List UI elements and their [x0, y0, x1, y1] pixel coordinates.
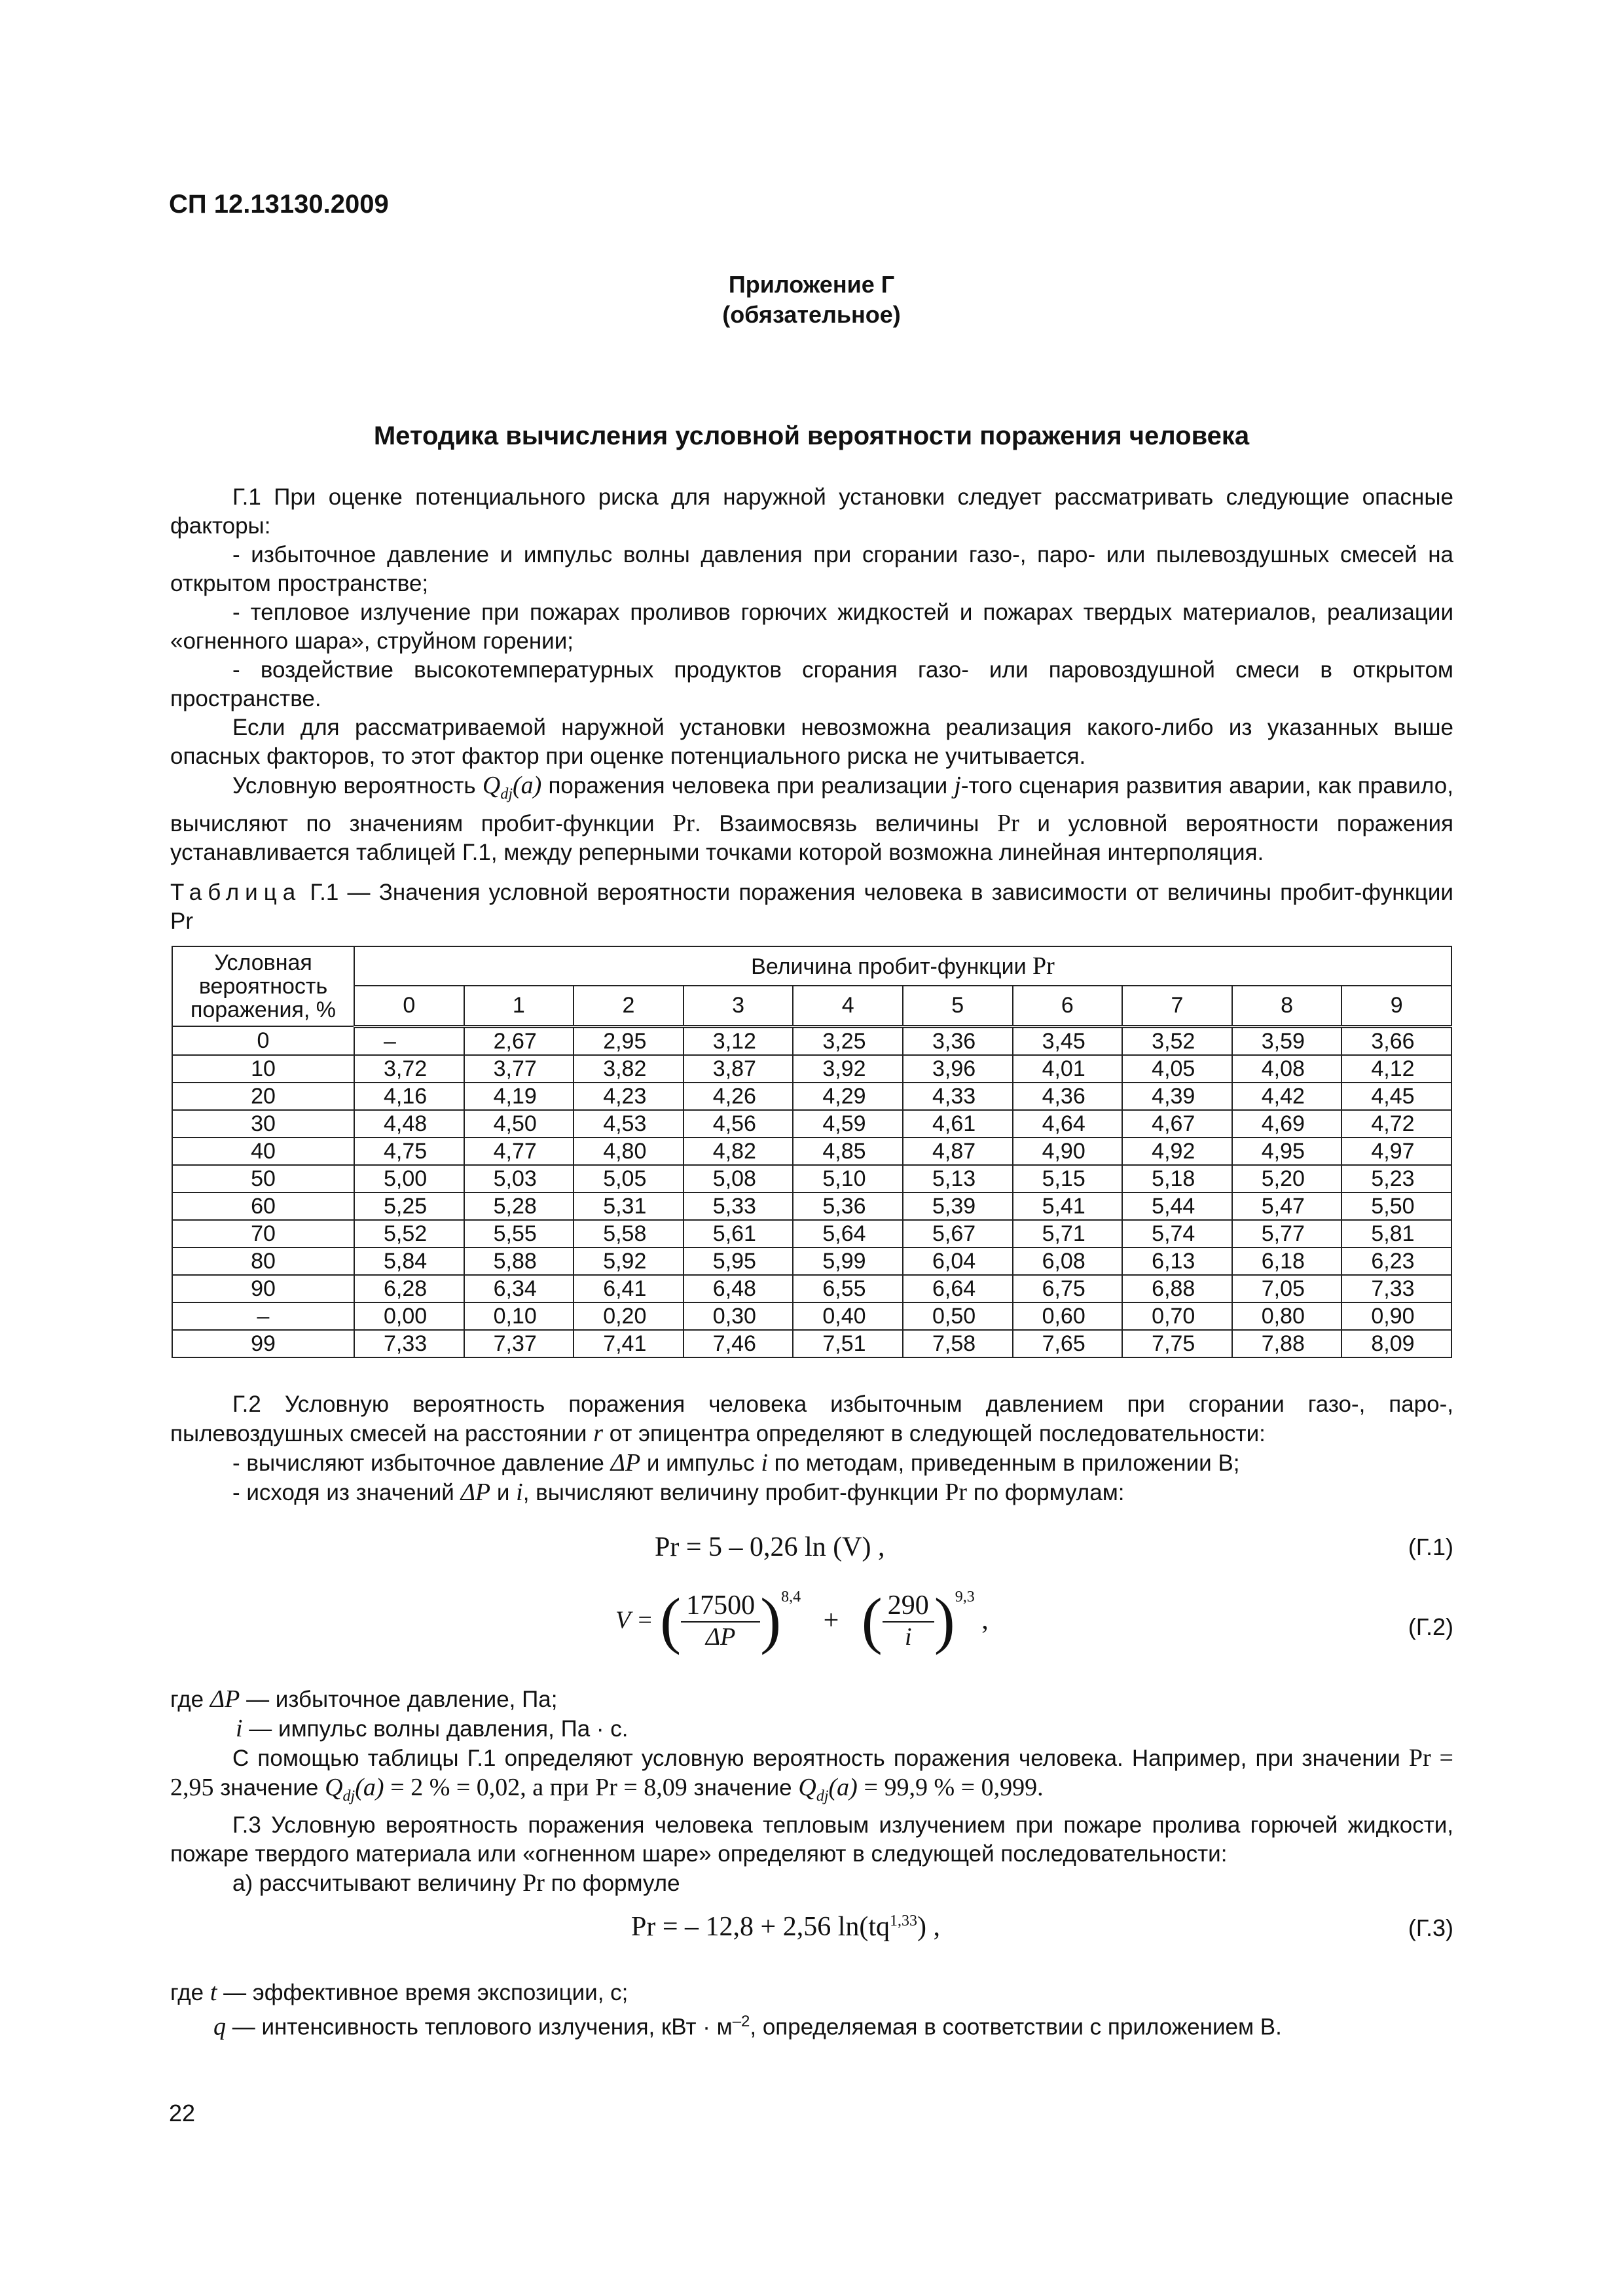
probit-value-cell: 5,99 [793, 1247, 903, 1275]
probit-value-cell: 4,12 [1341, 1055, 1451, 1083]
probit-value-cell: 5,74 [1122, 1220, 1232, 1247]
table-row [172, 1247, 1451, 1275]
probit-value-cell: 4,85 [793, 1138, 903, 1165]
table-caption [170, 878, 1453, 936]
document-id: СП 12.13130.2009 [169, 190, 389, 219]
probit-value-cell: 5,67 [903, 1220, 1013, 1247]
column-header: 5 [903, 986, 1013, 1026]
appendix-title: Приложение Г [728, 271, 895, 298]
probit-value-cell: 4,08 [1232, 1055, 1342, 1083]
where-dp: где ΔP — избыточное давление, Па; [170, 1685, 558, 1713]
column-header: 0 [354, 986, 464, 1026]
probit-value-cell: 7,05 [1232, 1275, 1342, 1302]
probit-value-cell: 3,92 [793, 1055, 903, 1083]
probit-value-cell: 6,18 [1232, 1247, 1342, 1275]
g2-bullet-2: - исходя из значений ΔP и i, вычисляют величину пробит-функции Pr по формулам: [232, 1479, 1125, 1506]
probit-value-cell: 7,88 [1232, 1330, 1342, 1357]
table-row [172, 1110, 1451, 1138]
probit-value-cell: 4,82 [684, 1138, 793, 1165]
probit-value-cell: 5,58 [574, 1220, 684, 1247]
probit-value-cell: 5,10 [793, 1165, 903, 1193]
where-q: q — интенсивность теплового излучения, кВт · $м^{-2}$, определяемая в соответствии с приложением В. [213, 2013, 1282, 2041]
probit-table [172, 946, 1452, 1358]
probit-value-cell: 6,64 [903, 1275, 1013, 1302]
probit-value-cell: 0,90 [1341, 1302, 1451, 1330]
probit-value-cell: 6,28 [354, 1275, 464, 1302]
column-header: 3 [684, 986, 793, 1026]
probability-cell: 50 [172, 1165, 354, 1193]
probit-value-cell: 3,52 [1122, 1026, 1232, 1055]
probability-cell: 80 [172, 1247, 354, 1275]
where-i: i — импульс волны давления, Па · с. [236, 1715, 629, 1742]
probit-value-cell: 3,59 [1232, 1026, 1342, 1055]
probit-value-cell: 5,77 [1232, 1220, 1342, 1247]
probit-value-cell: 3,36 [903, 1026, 1013, 1055]
probit-value-cell: 4,23 [574, 1083, 684, 1110]
probit-value-cell: 6,55 [793, 1275, 903, 1302]
probit-value-cell: 5,20 [1232, 1165, 1342, 1193]
probit-value-cell: 5,03 [464, 1165, 574, 1193]
probit-value-cell: 3,25 [793, 1026, 903, 1055]
probit-value-cell: 7,75 [1122, 1330, 1232, 1357]
probability-cell: 40 [172, 1138, 354, 1165]
probit-value-cell: 0,50 [903, 1302, 1013, 1330]
probit-value-cell: 4,53 [574, 1110, 684, 1138]
probit-value-cell: 5,39 [903, 1193, 1013, 1220]
probit-value-cell: 3,77 [464, 1055, 574, 1083]
probit-value-cell: 0,70 [1122, 1302, 1232, 1330]
appendix-heading [0, 270, 1623, 330]
example-paragraph: С помощью таблицы Г.1 определяют условную вероятность поражения человека. Например, при значении Pr = 2,95 значение $Q_{dj}(a) = 2$ % = 0,02, а при Pr = 8,09 значение $Q_{dj}(a) = 99,9$ % = 0,999. [170, 1744, 1453, 1805]
probit-value-cell: 4,01 [1013, 1055, 1123, 1083]
page-number: 22 [169, 2100, 196, 2126]
g1-probability-paragraph: Условную вероятность $Q_{dj}(a)$ поражения человека при реализации j-того сценария развития аварии, как правило, вычисляют по значениям пробит-функции Pr. Взаимосвязь величины Pr и условной вероятности поражения устанавливается таблицей Г.1, между реперными точками которой возможна линейная интерполяция. [170, 772, 1453, 865]
probit-value-cell: 7,46 [684, 1330, 793, 1357]
where-block-1 [170, 1685, 1453, 1898]
formula-g1-number: (Г.1) [1408, 1534, 1453, 1560]
probit-value-cell: 7,51 [793, 1330, 903, 1357]
probability-cell: – [172, 1302, 354, 1330]
probit-value-cell: 6,23 [1341, 1247, 1451, 1275]
probit-value-cell: 4,92 [1122, 1138, 1232, 1165]
probit-value-cell: 7,41 [574, 1330, 684, 1357]
probit-value-cell: 6,48 [684, 1275, 793, 1302]
probit-value-cell: 6,41 [574, 1275, 684, 1302]
probability-cell: 60 [172, 1193, 354, 1220]
probit-value-cell: 4,95 [1232, 1138, 1342, 1165]
table-row [172, 1302, 1451, 1330]
probit-value-cell: 2,95 [574, 1026, 684, 1055]
probit-value-cell: 5,33 [684, 1193, 793, 1220]
column-header-row [172, 986, 1451, 1026]
g1-factor-3: - воздействие высокотемпературных продуктов сгорания газо- или паровоздушной смеси в открытом пространстве. [170, 657, 1453, 711]
probit-value-cell: 0,30 [684, 1302, 793, 1330]
table-caption-word: Таблица [170, 880, 302, 905]
probit-value-cell: 5,84 [354, 1247, 464, 1275]
probit-value-cell: 7,33 [354, 1330, 464, 1357]
probability-cell: 90 [172, 1275, 354, 1302]
probit-value-cell: 5,25 [354, 1193, 464, 1220]
column-header: 7 [1122, 986, 1232, 1026]
probit-value-cell: 5,44 [1122, 1193, 1232, 1220]
probability-cell: 20 [172, 1083, 354, 1110]
probit-value-cell: 5,95 [684, 1247, 793, 1275]
probit-value-cell: 4,36 [1013, 1083, 1123, 1110]
probit-value-cell: 5,15 [1013, 1165, 1123, 1193]
where-block-2 [170, 1978, 1453, 2042]
g3-step-a: а) рассчитывают величину Pr по формуле [232, 1869, 680, 1897]
probit-value-cell: 5,92 [574, 1247, 684, 1275]
probability-cell: 99 [172, 1330, 354, 1357]
probit-value-cell: 0,00 [354, 1302, 464, 1330]
column-header: 2 [574, 986, 684, 1026]
probit-value-cell: 5,13 [903, 1165, 1013, 1193]
probit-value-cell: 5,64 [793, 1220, 903, 1247]
formula-g2-number: (Г.2) [1408, 1613, 1453, 1640]
probit-value-cell: 5,36 [793, 1193, 903, 1220]
g1-factor-2: - тепловое излучение при пожарах проливов горючих жидкостей и пожарах твердых материалов, реализации «огненного шара», струйном горении; [170, 600, 1453, 654]
probit-value-cell: 0,20 [574, 1302, 684, 1330]
g1-intro: Г.1 При оценке потенциального риска для наружной установки следует рассматривать следующие опасные факторы: [170, 484, 1453, 539]
probit-value-cell: 5,05 [574, 1165, 684, 1193]
probit-value-cell: 4,42 [1232, 1083, 1342, 1110]
table-row [172, 1220, 1451, 1247]
probit-value-cell: 4,45 [1341, 1083, 1451, 1110]
table-row [172, 1055, 1451, 1083]
probit-value-cell: 6,34 [464, 1275, 574, 1302]
probit-value-cell: 4,77 [464, 1138, 574, 1165]
probit-value-cell: 4,50 [464, 1110, 574, 1138]
probit-value-cell: 4,67 [1122, 1110, 1232, 1138]
probit-value-cell: 5,31 [574, 1193, 684, 1220]
column-header: 9 [1341, 986, 1451, 1026]
probit-value-cell: 3,72 [354, 1055, 464, 1083]
probit-value-cell: 3,12 [684, 1026, 793, 1055]
probit-value-cell: 7,33 [1341, 1275, 1451, 1302]
g2-bullet-1: - вычисляют избыточное давление ΔP и импульс i по методам, приведенным в приложении В; [232, 1449, 1240, 1477]
probit-value-cell: 4,75 [354, 1138, 464, 1165]
probit-value-cell: 5,81 [1341, 1220, 1451, 1247]
probit-value-cell: 7,37 [464, 1330, 574, 1357]
probit-value-cell: 4,26 [684, 1083, 793, 1110]
probit-value-cell: 4,29 [793, 1083, 903, 1110]
probit-value-cell: 6,88 [1122, 1275, 1232, 1302]
g1-note: Если для рассматриваемой наружной установки невозможна реализация какого-либо из указанных выше опасных факторов, то этот фактор при оценке потенциального риска не учитывается. [170, 715, 1453, 769]
table-body [172, 1026, 1451, 1357]
probit-value-cell: 5,61 [684, 1220, 793, 1247]
probit-value-cell: 5,50 [1341, 1193, 1451, 1220]
probit-value-cell: 4,61 [903, 1110, 1013, 1138]
probit-value-cell: 5,88 [464, 1247, 574, 1275]
probit-value-cell: 5,52 [354, 1220, 464, 1247]
probit-value-cell: 6,13 [1122, 1247, 1232, 1275]
group-header-cell: Величина пробит-функции Pr [354, 946, 1451, 986]
section-title: Методика вычисления условной вероятности поражения человека [373, 422, 1250, 450]
probit-value-cell: 4,56 [684, 1110, 793, 1138]
g1-factor-1: - избыточное давление и импульс волны давления при сгорании газо-, паро- или пылевоздушных смесей на открытом пространстве; [170, 542, 1453, 596]
probit-value-cell: 2,67 [464, 1026, 574, 1055]
probit-value-cell: 4,48 [354, 1110, 464, 1138]
probit-value-cell: 5,71 [1013, 1220, 1123, 1247]
column-header: 1 [464, 986, 574, 1026]
probit-value-cell: 4,59 [793, 1110, 903, 1138]
probit-value-cell: 7,65 [1013, 1330, 1123, 1357]
g1-section [170, 483, 1453, 867]
probit-value-cell: 8,09 [1341, 1330, 1451, 1357]
probit-value-cell: 7,58 [903, 1330, 1013, 1357]
table-row [172, 1026, 1451, 1055]
column-header: 6 [1013, 986, 1123, 1026]
row-header-cell: Условная вероятность поражения, % [172, 946, 354, 1026]
probit-value-cell: 0,60 [1013, 1302, 1123, 1330]
probit-value-cell: 0,80 [1232, 1302, 1342, 1330]
probit-value-cell: 4,33 [903, 1083, 1013, 1110]
probit-value-cell: 4,80 [574, 1138, 684, 1165]
probit-value-cell: 5,18 [1122, 1165, 1232, 1193]
table-caption-text: Г.1 — Значения условной вероятности поражения человека в зависимости от величины пробит-функции Pr [170, 880, 1453, 934]
probit-value-cell: 6,04 [903, 1247, 1013, 1275]
probit-value-cell: 5,47 [1232, 1193, 1342, 1220]
probit-value-cell: 6,08 [1013, 1247, 1123, 1275]
probit-value-cell: 4,39 [1122, 1083, 1232, 1110]
where-t: где t — эффективное время экспозиции, с; [170, 1979, 629, 2006]
probability-cell: 70 [172, 1220, 354, 1247]
g3-intro: Г.3 Условную вероятность поражения человека тепловым излучением при пожаре пролива горючей жидкости, пожаре твердого материала или «огненном шаре» определяют в следующей последовательности: [170, 1812, 1453, 1867]
probit-value-cell: 6,75 [1013, 1275, 1123, 1302]
table-row [172, 1193, 1451, 1220]
column-header: 4 [793, 986, 903, 1026]
probit-value-cell: 4,19 [464, 1083, 574, 1110]
probit-value-cell: 0,40 [793, 1302, 903, 1330]
probit-value-cell: 4,87 [903, 1138, 1013, 1165]
table-row [172, 1083, 1451, 1110]
probit-value-cell: 3,82 [574, 1055, 684, 1083]
probit-value-cell: 5,00 [354, 1165, 464, 1193]
formula-g2: V = ( $\frac{17500}{\Delta P}$ )$^{8,4}$ + ( $\frac{290}{i}$ )$^{9,3}$ , [615, 1585, 989, 1655]
probit-value-cell: 3,45 [1013, 1026, 1123, 1055]
probit-value-cell: 4,05 [1122, 1055, 1232, 1083]
probability-cell: 0 [172, 1026, 354, 1055]
probit-value-cell: 3,96 [903, 1055, 1013, 1083]
table-row [172, 1165, 1451, 1193]
probit-value-cell: 5,55 [464, 1220, 574, 1247]
probability-cell: 10 [172, 1055, 354, 1083]
probit-value-cell: 4,90 [1013, 1138, 1123, 1165]
table-row [172, 1138, 1451, 1165]
probit-value-cell: – [354, 1026, 464, 1055]
probit-value-cell: 4,72 [1341, 1110, 1451, 1138]
table-row [172, 1330, 1451, 1357]
probit-value-cell: 4,69 [1232, 1110, 1342, 1138]
table-row [172, 1275, 1451, 1302]
g2-intro: Г.2 Условную вероятность поражения человека избыточным давлением при сгорании газо-, паро-, пылевоздушных смесей на расстоянии r от эпицентра определяют в следующей последовательности: [170, 1391, 1453, 1447]
probit-value-cell: 5,23 [1341, 1165, 1451, 1193]
formula-g3-number: (Г.3) [1408, 1914, 1453, 1941]
probit-value-cell: 4,97 [1341, 1138, 1451, 1165]
probit-value-cell: 3,66 [1341, 1026, 1451, 1055]
g2-section [170, 1390, 1453, 1507]
probit-value-cell: 4,64 [1013, 1110, 1123, 1138]
probit-value-cell: 5,41 [1013, 1193, 1123, 1220]
probit-value-cell: 0,10 [464, 1302, 574, 1330]
probit-value-cell: 5,28 [464, 1193, 574, 1220]
probit-value-cell: 5,08 [684, 1165, 793, 1193]
appendix-status: (обязательное) [722, 301, 901, 328]
probit-value-cell: 3,87 [684, 1055, 793, 1083]
probability-cell: 30 [172, 1110, 354, 1138]
column-header: 8 [1232, 986, 1342, 1026]
formula-g1: Pr = 5 – 0,26 ln (V) , [655, 1532, 885, 1562]
formula-g3: Pr = – 12,8 + 2,56 ln(tq$^{1,33}$) , [631, 1912, 941, 1942]
probit-value-cell: 4,16 [354, 1083, 464, 1110]
